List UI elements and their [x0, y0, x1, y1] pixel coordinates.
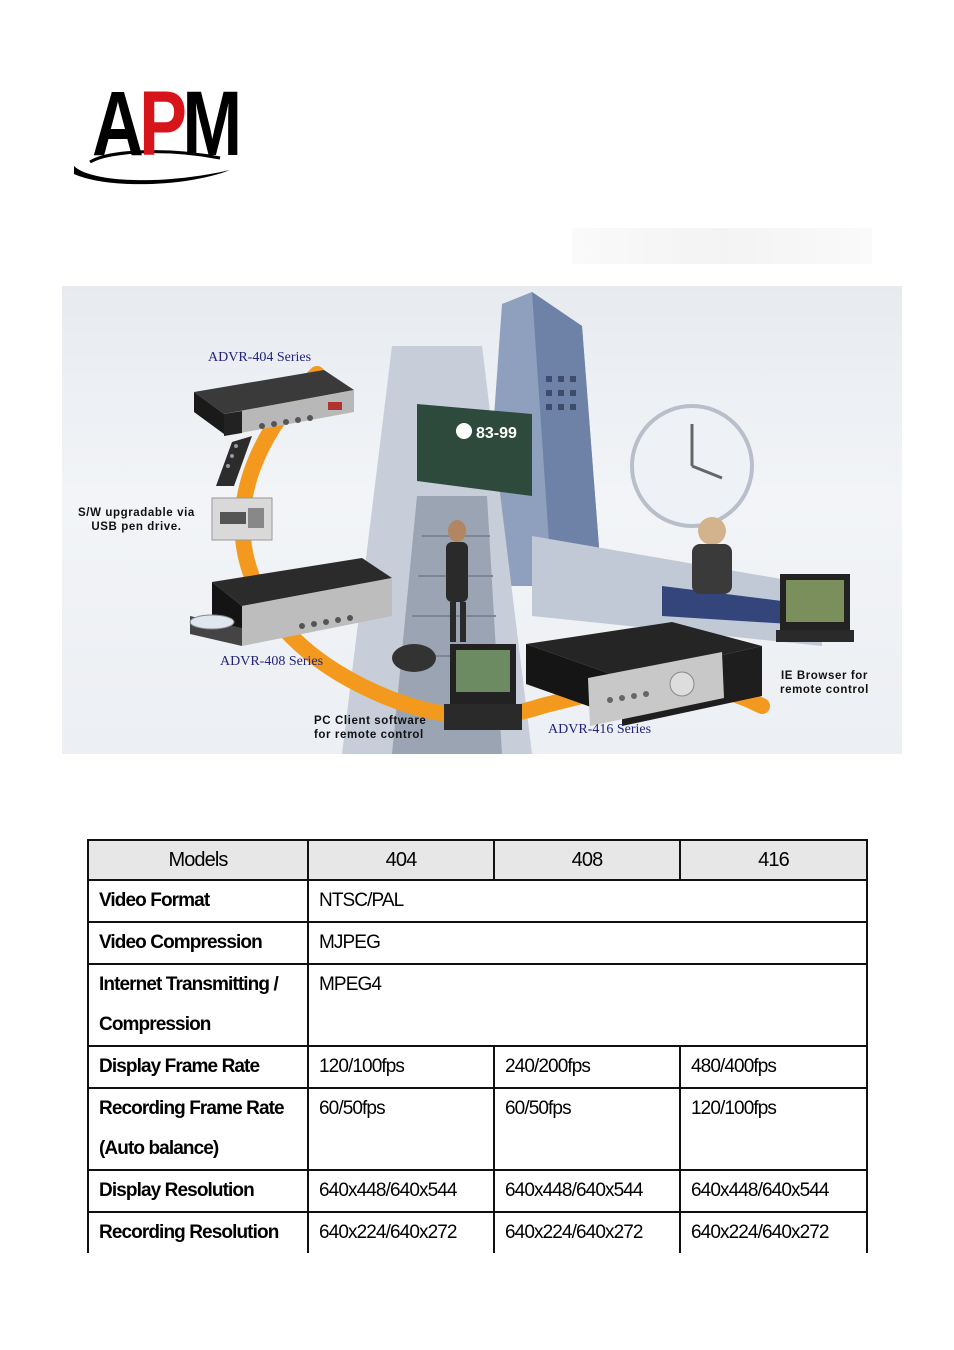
- pc-note-line-2: for remote control: [314, 729, 424, 741]
- cell-display-frame-rate-416: 480/400fps: [680, 1046, 867, 1088]
- dvr-416-device: [526, 622, 762, 726]
- caption-usb-upgrade: [78, 506, 195, 534]
- logo-letter-p: P: [139, 73, 183, 175]
- caption-advr-416: ADVR-416 Series: [548, 722, 652, 737]
- label-line-1: Internet Transmitting /: [99, 974, 278, 995]
- cell-video-compression: MJPEG: [308, 922, 867, 964]
- caption-advr-404: ADVR-404 Series: [208, 350, 312, 365]
- table-row: [88, 880, 867, 922]
- caption-advr-408: ADVR-408 Series: [220, 654, 324, 669]
- apm-logo: [70, 70, 240, 190]
- logo-wordmark: [92, 73, 238, 175]
- table-row: [88, 922, 867, 964]
- table-header-row: [88, 840, 867, 880]
- caption-ie-browser: [780, 669, 869, 697]
- row-label-video-compression: Video Compression: [88, 922, 308, 964]
- row-label-display-resolution: Display Resolution: [88, 1170, 308, 1212]
- spec-table: [87, 839, 868, 1253]
- label-line-2: Compression: [99, 1014, 211, 1035]
- cell-display-frame-rate-408: 240/200fps: [494, 1046, 680, 1088]
- cell-display-frame-rate-404: 120/100fps: [308, 1046, 494, 1088]
- usb-note-line-1: S/W upgradable via: [78, 507, 195, 519]
- row-label-video-format: Video Format: [88, 880, 308, 922]
- cell-recording-resolution-408: 640x224/640x272: [494, 1212, 680, 1253]
- table-row: [88, 1212, 867, 1253]
- cell-recording-frame-rate-404: 60/50fps: [308, 1088, 494, 1170]
- logo-letter-m: M: [182, 73, 238, 175]
- row-label-display-frame-rate: Display Frame Rate: [88, 1046, 308, 1088]
- caption-pc-client: [314, 714, 426, 742]
- logo-letter-a: A: [92, 73, 140, 175]
- table-row: [88, 1046, 867, 1088]
- cell-internet-transmitting: MPEG4: [308, 964, 867, 1046]
- cell-video-format: NTSC/PAL: [308, 880, 867, 922]
- pc-monitor-device: [444, 644, 522, 730]
- header-models: Models: [88, 840, 308, 880]
- header-416: 416: [680, 840, 867, 880]
- cell-recording-resolution-404: 640x224/640x272: [308, 1212, 494, 1253]
- usb-note-line-2: USB pen drive.: [91, 521, 182, 533]
- header-408: 408: [494, 840, 680, 880]
- table-row: [88, 964, 867, 1046]
- ie-monitor-device: [776, 574, 854, 642]
- ie-note-line-1: IE Browser for: [780, 670, 868, 682]
- cell-recording-resolution-416: 640x224/640x272: [680, 1212, 867, 1253]
- row-label-recording-frame-rate: [88, 1088, 308, 1170]
- header-band: [572, 228, 872, 264]
- label-line-1: Recording Frame Rate: [99, 1098, 284, 1119]
- cell-display-resolution-404: 640x448/640x544: [308, 1170, 494, 1212]
- ie-note-line-2: remote control: [780, 684, 869, 696]
- mouse-device: [392, 644, 436, 672]
- dvr-404-device: [194, 370, 354, 436]
- row-label-internet-transmitting: [88, 964, 308, 1046]
- table-row: [88, 1170, 867, 1212]
- cell-recording-frame-rate-416: 120/100fps: [680, 1088, 867, 1170]
- row-label-recording-resolution: Recording Resolution: [88, 1212, 308, 1253]
- pc-note-line-1: PC Client software: [314, 715, 427, 727]
- cell-recording-frame-rate-408: 60/50fps: [494, 1088, 680, 1170]
- table-row: [88, 1088, 867, 1170]
- product-illustration: [62, 286, 902, 754]
- cell-display-resolution-416: 640x448/640x544: [680, 1170, 867, 1212]
- tower-windows: [546, 376, 576, 410]
- departure-sign: [417, 404, 532, 496]
- sign-number: 83-99: [476, 425, 517, 442]
- cell-display-resolution-408: 640x448/640x544: [494, 1170, 680, 1212]
- header-404: 404: [308, 840, 494, 880]
- label-line-2: (Auto balance): [99, 1138, 219, 1159]
